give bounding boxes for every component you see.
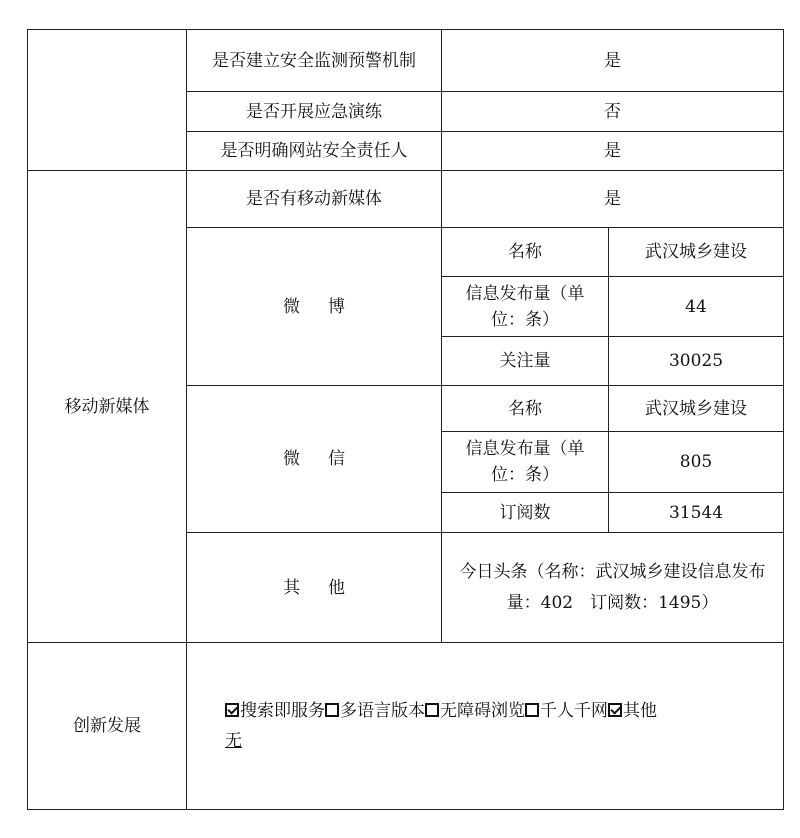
monitoring-value: 是	[441, 29, 784, 92]
option-personalized[interactable]: 千人千网	[525, 701, 608, 721]
weibo-name-value: 武汉城乡建设	[608, 227, 784, 277]
weibo-name-label: 名称	[441, 227, 609, 277]
other-label-left: 其	[283, 577, 300, 598]
checkbox-checked-icon	[608, 703, 622, 717]
responsible-label: 是否明确网站安全责任人	[186, 131, 442, 171]
drill-label: 是否开展应急演练	[186, 91, 442, 132]
innovation-options-cell	[186, 642, 784, 810]
section-cell-blank	[27, 29, 187, 171]
monitoring-label: 是否建立安全监测预警机制	[186, 29, 442, 92]
wechat-subscribers-label: 订阅数	[441, 492, 609, 533]
innovation-label: 创新发展	[27, 642, 187, 810]
responsible-value: 是	[441, 131, 784, 171]
wechat-subscribers-value: 31544	[608, 492, 784, 533]
wechat-name-label: 名称	[441, 385, 609, 432]
weibo-label	[186, 227, 442, 386]
option-other[interactable]: 其他	[608, 701, 657, 721]
other-media-value: 今日头条（名称：武汉城乡建设信息发布量：402 订阅数：1495）	[441, 532, 784, 643]
has-media-label: 是否有移动新媒体	[186, 170, 442, 228]
weibo-followers-value: 30025	[608, 336, 784, 386]
option-accessibility[interactable]: 无障碍浏览	[425, 701, 525, 721]
other-media-label	[186, 532, 442, 643]
weibo-posts-value: 44	[608, 276, 784, 337]
weibo-label-right: 博	[328, 296, 345, 317]
wechat-name-value: 武汉城乡建设	[608, 385, 784, 432]
other-label-right: 他	[328, 577, 345, 598]
checkbox-empty-icon	[325, 703, 339, 717]
wechat-label	[186, 385, 442, 533]
option-search-service[interactable]: 搜索即服务	[225, 701, 325, 721]
weibo-followers-label: 关注量	[441, 336, 609, 386]
has-media-value: 是	[441, 170, 784, 228]
drill-value: 否	[441, 91, 784, 132]
weibo-label-left: 微	[283, 296, 300, 317]
wechat-posts-label: 信息发布量（单位：条）	[441, 431, 609, 493]
new-media-section-label: 移动新媒体	[27, 170, 187, 643]
checkbox-empty-icon	[525, 703, 539, 717]
other-text: 无	[225, 731, 242, 751]
innovation-options	[225, 696, 657, 756]
option-multilingual[interactable]: 多语言版本	[325, 701, 425, 721]
checkbox-empty-icon	[425, 703, 439, 717]
checkbox-checked-icon	[225, 703, 239, 717]
weibo-posts-label: 信息发布量（单位：条）	[441, 276, 609, 337]
wechat-label-left: 微	[283, 449, 300, 469]
wechat-posts-value: 805	[608, 431, 784, 493]
wechat-label-right: 信	[328, 449, 345, 469]
